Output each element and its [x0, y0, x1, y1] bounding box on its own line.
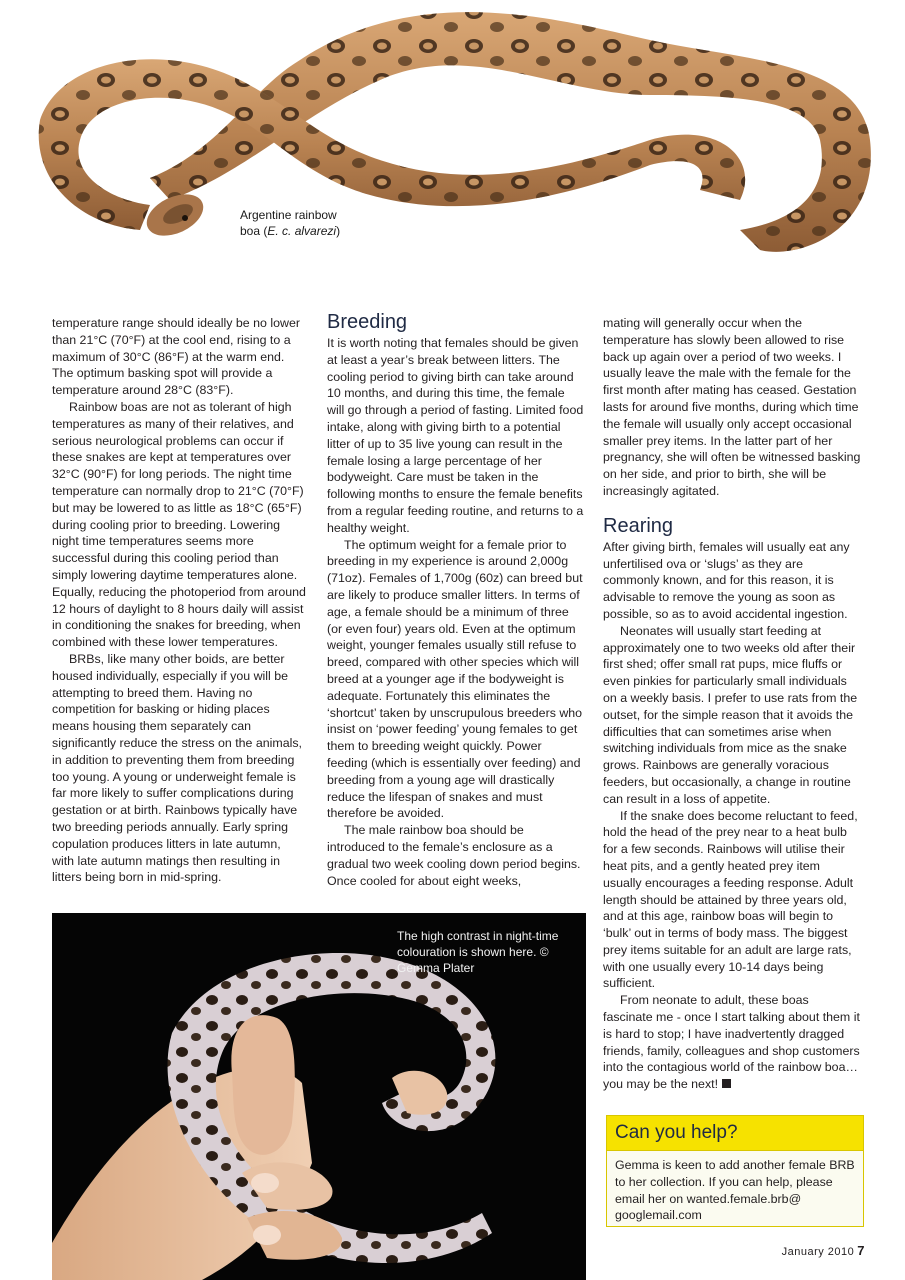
page-footer: [782, 1243, 865, 1258]
night-photo-caption: The high contrast in night-time colouration is shown here. © Gemma Plater: [397, 929, 559, 975]
article-column-1: [52, 315, 306, 886]
rearing-heading: Rearing: [603, 514, 674, 537]
can-you-help-box: [606, 1115, 864, 1227]
paragraph: From neonate to adult, these boas fascinate me - once I start talking about them it is hard to stop; I have inadvertently dragged friends, family, colleagues and shop customers into the contagious world of the rainbow boa… you may be the next!: [603, 993, 860, 1092]
paragraph: BRBs, like many other boids, are better housed individually, especially if you will be attempting to breed them. Having no competition for basking or hiding places means housing them separately can significantly reduce the stress on the animals, in addition to preventing them from breeding too young. A young or underweight female is far more likely to suffer complications during gestation or at birth. Rainbows typically have two breeding periods annually. Early spring copulation produces litters in late autumn, with late autumn matings then resulting in litters being born in mid-spring.: [52, 651, 303, 885]
paragraph: temperature range should ideally be no lower than 21°C (70°F) at the cool end, rising to a maximum of 30°C (86°F) at the warm end. The optimum basking spot will provide a temperature around 28°C (83°F).: [52, 316, 300, 398]
paragraph: It is worth noting that females should be given at least a year’s break between litters. The cooling period to giving birth can take around 10 months, and during this time, the female will go through a period of fasting. Limited food intake, along with giving birth to a potential litter of up to 35 live young can result in the female losing a large percentage of her bodyweight. Care must be taken in the following months to ensure the female benefits from a regular feeding routine, and returns to a healthy weight.: [327, 336, 584, 535]
paragraph: After giving birth, females will usually eat any unfertilised ova or ‘slugs’ as they are commonly known, and for this reason, it is advisable to remove the young as soon as possible, so as to avoid accidental ingestion.: [603, 539, 850, 621]
paragraph: mating will generally occur when the temperature has slowly been allowed to rise back up again over a period of two weeks. I usually leave the male with the female for the first month after mating has ceased. Gestation lasts for around five months, during which time the female will usually only accept occasional smaller prey items. In the latter part of her pregnancy, she will often be witnessed basking on her side, and prior to birth, she will be increasingly agitated.: [603, 316, 861, 498]
species-name: E. c. alvarezi: [267, 224, 337, 238]
top-photo-caption: [240, 207, 380, 239]
article-column-2: [327, 310, 585, 889]
paragraph: Rainbow boas are not as tolerant of high temperatures as many of their relatives, and serious neurological problems can occur if these snakes are kept at temperatures over 32°C (90°F) for long periods. The night time temperature can normally drop to 21°C (70°F) but may be lowered to as little as 18°C (65°F) during cooling prior to breeding. Lowering night time temperatures seems more successful during this cooling period than simply lowering daytime temperatures alone. Equally, reducing the photoperiod from around 12 hours of daylight to 8 hours daily will assist in conditioning the snakes for breeding, when combined with these lower temperatures.: [52, 399, 306, 650]
paragraph: The male rainbow boa should be introduced to the female’s enclosure as a gradual two week cooling down period begins. Once cooled for about eight weeks,: [327, 823, 581, 888]
top-snake-photo: [0, 0, 905, 310]
end-of-article-mark: [722, 1079, 731, 1088]
breeding-heading: Breeding: [327, 311, 408, 333]
page-number: 7: [857, 1243, 865, 1258]
paragraph: Neonates will usually start feeding at approximately one to two weeks old after their first shed; offer small rat pups, mice fluffs or even pinkies for particularly small individuals on a weekly basis. I prefer to use rats from the outset, for the simple reason that it avoids the difficulties that can sometimes arise when switching individuals from mice as the snake grows. Rainbows are generally voracious feeders, but occasionally, a change in routine can result in a loss of appetite.: [603, 623, 858, 806]
paragraph: If the snake does become reluctant to feed, hold the head of the prey near to a heat bulb for a few seconds. Rainbows will utilise their heat pits, and a gently heated prey item usually encourages a feeding response. Adult length should be attained by three years old, and at this age, rainbow boas will begin to ‘bulk’ out in terms of body mass. The biggest prey items suitable for an adult are large rats, with one usually every 10-14 days being sufficient.: [603, 808, 858, 991]
article-column-3: [603, 315, 861, 1093]
argentine-rainbow-boa-image: [0, 0, 905, 310]
issue-date: January 2010: [781, 1246, 855, 1258]
help-box-title: Can you help?: [607, 1116, 863, 1151]
help-box-body: Gemma is keen to add another female BRB to her collection. If you can help, please email her on wanted.female.brb@ googlemail.com: [615, 1158, 855, 1223]
caption-line-2: boa (E. c. alvarezi): [240, 224, 341, 238]
caption-line-1: Argentine rainbow: [240, 208, 337, 222]
night-colouration-photo: [52, 913, 586, 1280]
paragraph: The optimum weight for a female prior to breeding in my experience is around 2,000g (71oz). Females of 1,700g (60z) can breed but are likely to produce smaller litters. In terms of age, a female should be a minimum of three (or even four) years old. Even at the optimum weight, younger females usually still refuse to breed, compared with other species which will breed at a younger age if the bodyweight is adequate. Fortunately this eliminates the ‘shortcut’ taken by unscrupulous breeders who insist on ‘power feeding’ young females to get them to breeding weight quickly. Power feeding (which is essentially over feeding) and breeding from a young age will drastically reduce the lifespan of snakes and must therefore be avoided.: [327, 537, 583, 821]
